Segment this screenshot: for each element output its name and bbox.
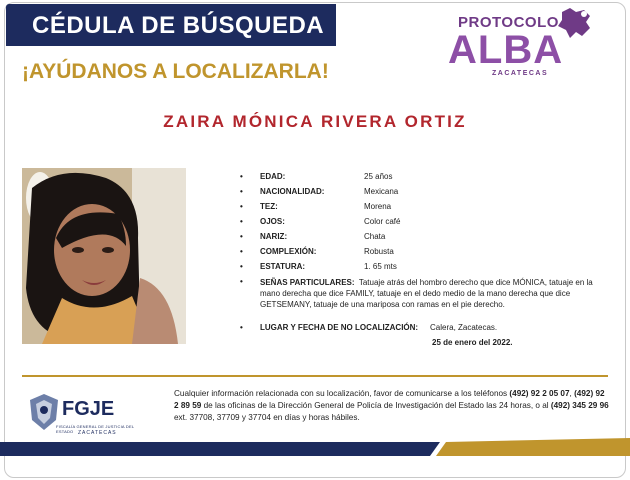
page-title: CÉDULA DE BÚSQUEDA [32, 12, 325, 39]
contact-text: ext. 37708, 37709 y 37704 en días y horas hábiles. [174, 413, 360, 422]
bullet: • [240, 262, 243, 271]
subtitle: ¡AYÚDANOS A LOCALIZARLA! [22, 60, 329, 83]
detail-value: Calera, Zacatecas. [430, 323, 498, 332]
person-photo [22, 168, 186, 344]
fgje-logo [26, 390, 146, 438]
missing-date: 25 de enero del 2022. [432, 338, 513, 347]
logo-line-alba: ALBA [448, 28, 564, 72]
detail-value: Color café [364, 217, 401, 226]
fgje-fullname: FISCALÍA GENERAL DE JUSTICIA DEL ESTADO [56, 424, 135, 434]
phone-number: (492) 92 2 89 59 [174, 389, 605, 410]
detail-value: Mexicana [364, 187, 399, 196]
detail-value: Robusta [364, 247, 394, 256]
bullet: • [240, 172, 243, 181]
missing-person-name: ZAIRA MÓNICA RIVERA ORTIZ [163, 112, 467, 131]
zacatecas-map-icon [554, 6, 594, 42]
protocolo-alba-logo [448, 6, 608, 76]
senas-paragraph [260, 277, 600, 310]
contact-info [174, 388, 610, 424]
phone-number: (492) 92 2 05 07 [509, 389, 570, 398]
bullet: • [240, 247, 243, 256]
phone-number: (492) 345 29 96 [550, 401, 609, 410]
bullet: • [240, 232, 243, 241]
bullet: • [240, 323, 243, 332]
detail-label: COMPLEXIÓN: [260, 247, 317, 256]
detail-label: SEÑAS PARTICULARES: [260, 278, 355, 287]
detail-label: TEZ: [260, 202, 278, 211]
detail-value: 1. 65 mts [364, 262, 397, 271]
detail-label: NACIONALIDAD: [260, 187, 325, 196]
portrait-image [22, 168, 186, 344]
bullet: • [240, 202, 243, 211]
title-banner [6, 4, 336, 46]
bullet: • [240, 187, 243, 196]
fgje-name: FGJE [62, 398, 115, 420]
contact-text: de las oficinas de la Dirección General de Policía de Investigación del Estado las 24 horas, o al [201, 401, 551, 410]
logo-line-protocolo: PROTOCOLO [458, 14, 559, 31]
bullet: • [240, 277, 243, 286]
contact-text: , [569, 389, 575, 398]
senas-text: Tatuaje atrás del hombro derecho que dice MÓNICA, tatuaje en la mano derecha que dice FAMILY, tatuaje en el dedo medio de la mano derecha que dice GETSEMANY, tatuaje de una mariposa con ramas en el pie derecho. [260, 278, 593, 309]
detail-value: Chata [364, 232, 386, 241]
detail-value: Morena [364, 202, 392, 211]
detail-value: 25 años [364, 172, 393, 181]
detail-label: ESTATURA: [260, 262, 306, 271]
detail-label: EDAD: [260, 172, 286, 181]
fgje-state: ZACATECAS [78, 430, 117, 436]
detail-label: LUGAR Y FECHA DE NO LOCALIZACIÓN: [260, 323, 419, 332]
detail-label: NARIZ: [260, 232, 288, 241]
divider [22, 375, 608, 377]
logo-line-state: ZACATECAS [492, 70, 549, 77]
detail-label: OJOS: [260, 217, 285, 226]
bullet: • [240, 217, 243, 226]
contact-text: Cualquier información relacionada con su localización, favor de comunicarse a los teléfonos [174, 389, 510, 398]
bottom-decoration [0, 438, 630, 456]
